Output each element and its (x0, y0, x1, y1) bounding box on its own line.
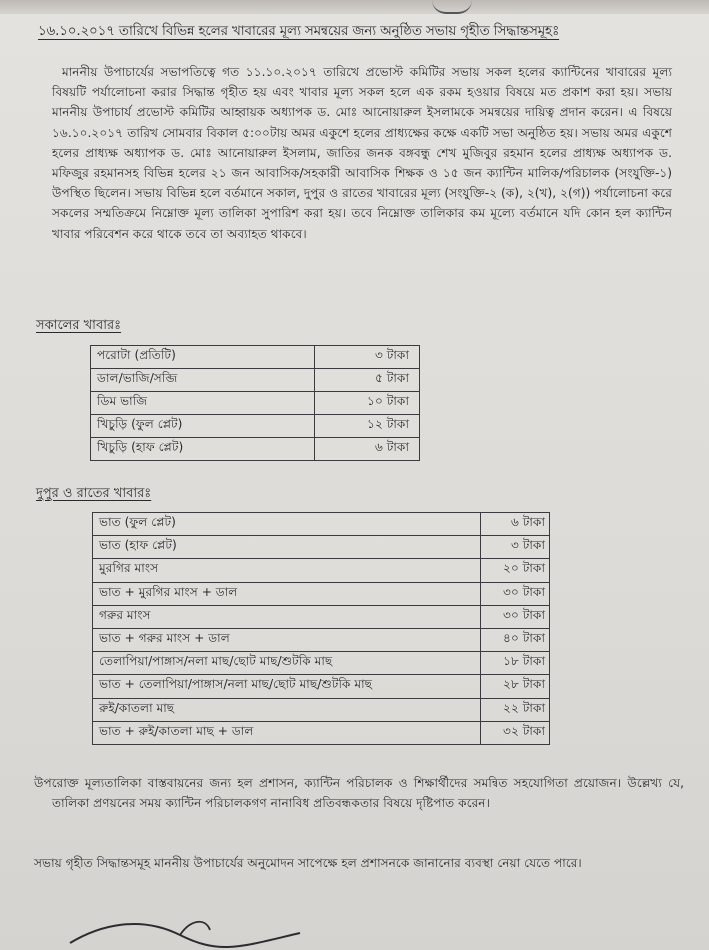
price-cell: ১৮ টাকা (480, 652, 549, 675)
table-row (93, 513, 550, 536)
price-cell: ৩২ টাকা (480, 721, 549, 744)
price-cell: ২৮ টাকা (480, 675, 549, 698)
approval-paragraph: সভায় গৃহীত সিদ্ধান্তসমূহ মাননীয় উপাচার্যের অনুমোদন সাপেক্ষে হল প্রশাসনকে জানানোর ব্যবস্থা নেয়া যেতে পারে। (34, 856, 582, 870)
table-row (93, 605, 550, 628)
page-top-fold (0, 0, 709, 14)
table-row (91, 392, 420, 415)
implementation-paragraph: উপরোক্ত মূল্যতালিকা বাস্তবায়নের জন্য হল প্রশাসন, ক্যান্টিন পরিচালক ও শিক্ষার্থীদের সমন্বিত সহযোগিতা প্রয়োজন। উল্লেখ্য যে, তালিকা প্রণয়নের সময় ক্যান্টিন পরিচালকগণ নানাবিধ প্রতিবন্ধকতার বিষয়ে দৃষ্টিপাত করেন। (34, 776, 684, 811)
signature-scribble (60, 905, 320, 950)
price-cell: ৪০ টাকা (480, 628, 549, 651)
item-cell: ডিম ভাজি (91, 392, 315, 415)
item-cell: রুই/কাতলা মাছ (93, 698, 481, 721)
price-cell: ৬ টাকা (314, 438, 419, 461)
item-cell: ভাত + রুই/কাতলা মাছ + ডাল (93, 721, 481, 744)
item-cell: গরুর মাংস (93, 605, 481, 628)
item-cell: ভাত + গরুর মাংস + ডাল (93, 628, 481, 651)
item-cell: খিচুড়ি (ফুল প্লেট) (91, 415, 315, 438)
price-cell: ৩ টাকা (314, 346, 419, 369)
table-row (91, 346, 420, 369)
breakfast-title: সকালের খাবারঃ (36, 318, 122, 333)
price-cell: ২০ টাকা (480, 559, 549, 582)
document-heading: ১৬.১০.২০১৭ তারিখে বিভিন্ন হলের খাবারের মূল্য সমন্বয়ের জন্য অনুষ্ঠিত সভায় গৃহীত সিদ্ধান্তসমূহঃ (38, 23, 560, 39)
price-cell: ৩০ টাকা (480, 605, 549, 628)
lunch-dinner-price-table (92, 512, 550, 745)
item-cell: ভাত + তেলাপিয়া/পাঙ্গাস/নলা মাছ/ছোট মাছ/শুটকি মাছ (93, 675, 481, 698)
item-cell: ডাল/ভাজি/সব্জি (91, 369, 315, 392)
table-row (93, 652, 550, 675)
price-cell: ৩০ টাকা (480, 582, 549, 605)
table-row (93, 559, 550, 582)
breakfast-price-table (90, 345, 420, 461)
table-row (93, 721, 550, 744)
price-cell: ৫ টাকা (314, 369, 419, 392)
price-cell: ১০ টাকা (314, 392, 419, 415)
price-cell: ৬ টাকা (480, 513, 549, 536)
table-row (93, 675, 550, 698)
item-cell: খিচুড়ি (হাফ প্লেট) (91, 438, 315, 461)
table-row (91, 438, 420, 461)
table-row (91, 415, 420, 438)
item-cell: ভাত + মুরগির মাংস + ডাল (93, 582, 481, 605)
table-row (91, 369, 420, 392)
table-row (93, 698, 550, 721)
table-row (93, 628, 550, 651)
item-cell: ভাত (ফুল প্লেট) (93, 513, 481, 536)
price-cell: ১২ টাকা (314, 415, 419, 438)
table-row (93, 536, 550, 559)
table-row (93, 582, 550, 605)
intro-paragraph: মাননীয় উপাচার্যের সভাপতিত্বে গত ১১.১০.২০১৭ তারিখে প্রভোস্ট কমিটির সভায় সকল হলের ক্যান্টিনের খাবারের মূল্য বিষয়টি পর্যালোচনা করার সিদ্ধান্ত গৃহীত হয় এবং খাবার মূল্য সকল হলে এক রকম হওয়ার বিষয়ে মত প্রকাশ করা হয়। সভায় মাননীয় উপাচার্য প্রভোস্ট কমিটির আহ্বায়ক অধ্যাপক ড. মোঃ আনোয়ারুল ইসলামকে সমন্বয়ের দায়িত্ব প্রদান করেন। এ বিষয়ে ১৬.১০.২০১৭ তারিখ সোমবার বিকাল ৫:০০টায় অমর একুশে হলের প্রাধ্যক্ষের কক্ষে একটি সভা অনুষ্ঠিত হয়। সভায় অমর একুশে হলের প্রাধ্যক্ষ অধ্যাপক ড. মোঃ আনোয়ারুল ইসলাম, জাতির জনক বঙ্গবন্ধু শেখ মুজিবুর রহমান হলের প্রাধ্যক্ষ অধ্যাপক ড. মফিজুর রহমানসহ বিভিন্ন হলের ২১ জন আবাসিক/সহকারী আবাসিক শিক্ষক ও ১৫ জন ক্যান্টিন মালিক/পরিচালক (সংযুক্তি-১) উপস্থিত ছিলেন। সভায় বিভিন্ন হলে বর্তমানে সকাল, দুপুর ও রাতের খাবারের মূল্য (সংযুক্তি-২ (ক), ২(খ), ২(গ)) পর্যালোচনা করে সকলের সম্মতিক্রমে নিম্নোক্ত মূল্য তালিকা সুপারিশ করা হয়। তবে নিম্নোক্ত তালিকার কম মূল্যে বর্তমানে যদি কোন হল ক্যান্টিন খাবার পরিবেশন করে থাকে তবে তা অব্যাহত থাকবে। (52, 65, 672, 241)
item-cell: তেলাপিয়া/পাঙ্গাস/নলা মাছ/ছোট মাছ/শুটকি মাছ (93, 652, 481, 675)
item-cell: ভাত (হাফ প্লেট) (93, 536, 481, 559)
item-cell: পরোটা (প্রতিটি) (91, 346, 315, 369)
item-cell: মুরগির মাংস (93, 559, 481, 582)
lunch-dinner-title: দুপুর ও রাতের খাবারঃ (36, 486, 152, 501)
price-cell: ৩ টাকা (480, 536, 549, 559)
price-cell: ২২ টাকা (480, 698, 549, 721)
